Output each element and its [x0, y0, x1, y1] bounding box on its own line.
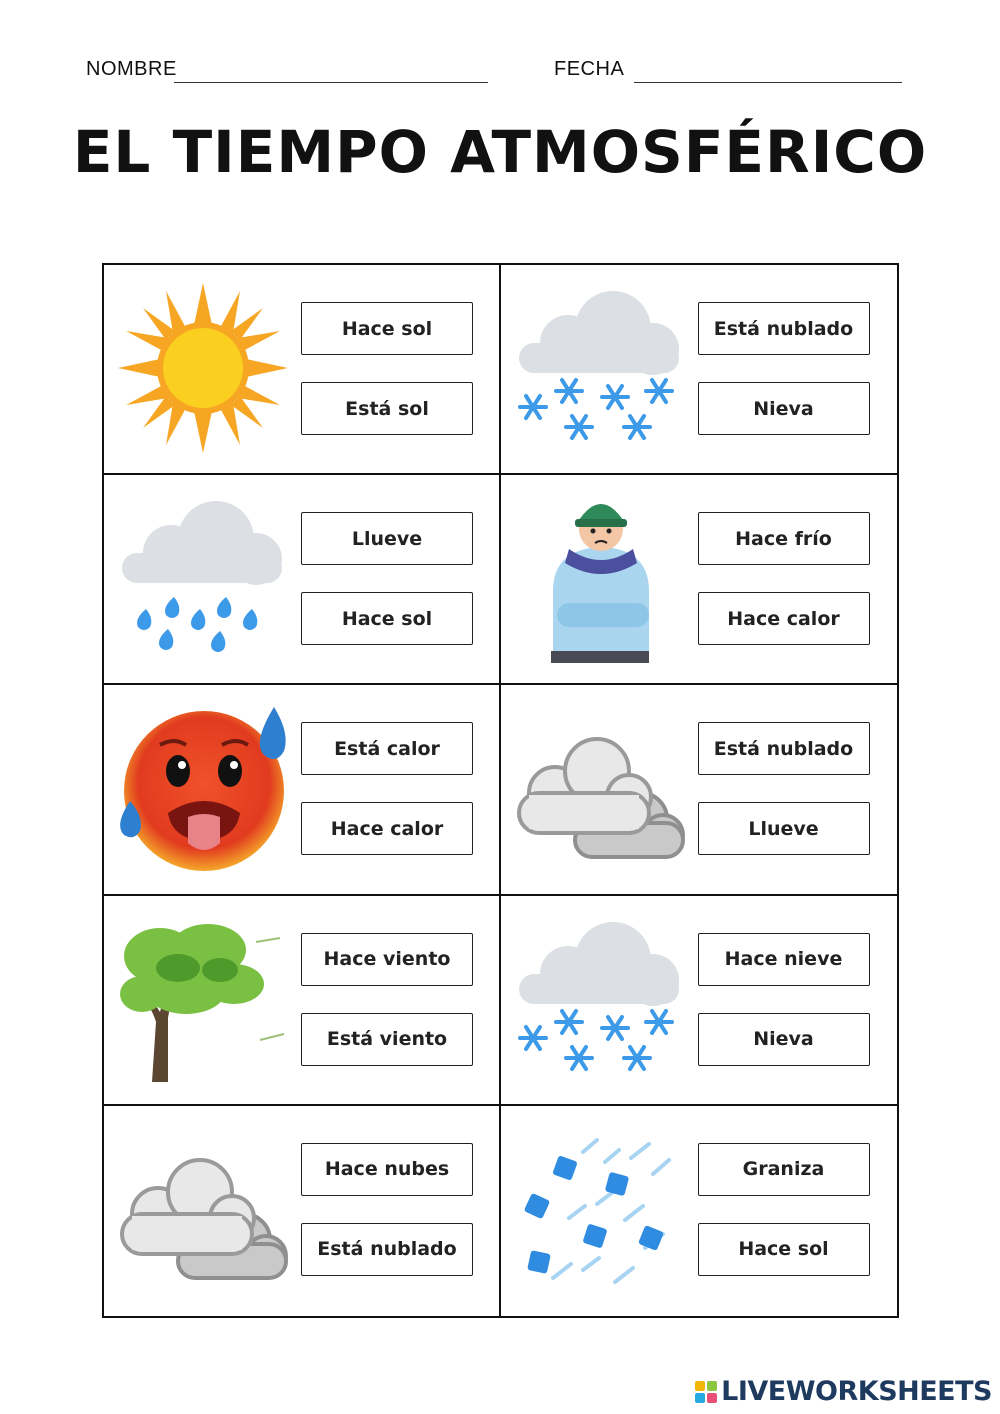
exercise-cell — [501, 475, 898, 685]
exercise-cell — [104, 475, 501, 685]
clouds-icon — [513, 701, 687, 875]
answer-option[interactable]: Hace sol — [301, 302, 473, 355]
answer-option[interactable]: Está nublado — [698, 302, 870, 355]
exercise-cell — [501, 265, 898, 475]
exercise-cell — [501, 896, 898, 1106]
date-input-line[interactable] — [634, 82, 902, 83]
exercise-cell — [104, 265, 501, 475]
sun-icon — [116, 281, 290, 455]
name-label: NOMBRE — [86, 58, 177, 80]
cold-person-icon — [513, 491, 687, 665]
answer-option[interactable]: Hace sol — [301, 592, 473, 645]
hot-face-icon — [116, 701, 290, 875]
answer-option[interactable]: Graniza — [698, 1143, 870, 1196]
clouds-icon — [116, 1122, 290, 1296]
answer-option[interactable]: Nieva — [698, 1013, 870, 1066]
answer-option[interactable]: Hace nieve — [698, 933, 870, 986]
cloud-snow-icon — [513, 912, 687, 1086]
exercise-cell — [501, 685, 898, 895]
answer-option[interactable]: Llueve — [301, 512, 473, 565]
date-label: FECHA — [554, 58, 625, 80]
answer-option[interactable]: Está calor — [301, 722, 473, 775]
exercise-cell — [104, 685, 501, 895]
cloud-rain-icon — [116, 491, 290, 665]
exercise-cell — [104, 896, 501, 1106]
answer-option[interactable]: Está nublado — [698, 722, 870, 775]
name-input-line[interactable] — [174, 82, 488, 83]
answer-option[interactable]: Llueve — [698, 802, 870, 855]
answer-option[interactable]: Hace calor — [698, 592, 870, 645]
logo-mark-icon — [695, 1381, 717, 1403]
answer-option[interactable]: Hace calor — [301, 802, 473, 855]
answer-option[interactable]: Hace viento — [301, 933, 473, 986]
answer-option[interactable]: Está sol — [301, 382, 473, 435]
answer-option[interactable]: Hace sol — [698, 1223, 870, 1276]
answer-option[interactable]: Hace frío — [698, 512, 870, 565]
hail-icon — [513, 1122, 687, 1296]
windy-tree-icon — [116, 912, 290, 1086]
cloud-snow-icon — [513, 281, 687, 455]
exercise-cell — [104, 1106, 501, 1316]
liveworksheets-logo[interactable] — [695, 1376, 992, 1407]
worksheet-grid — [102, 263, 899, 1318]
answer-option[interactable]: Nieva — [698, 382, 870, 435]
answer-option[interactable]: Está viento — [301, 1013, 473, 1066]
page-title: EL TIEMPO ATMOSFÉRICO — [72, 118, 928, 186]
brand-name: LIVEWORKSHEETS — [721, 1376, 992, 1407]
answer-option[interactable]: Hace nubes — [301, 1143, 473, 1196]
exercise-cell — [501, 1106, 898, 1316]
answer-option[interactable]: Está nublado — [301, 1223, 473, 1276]
